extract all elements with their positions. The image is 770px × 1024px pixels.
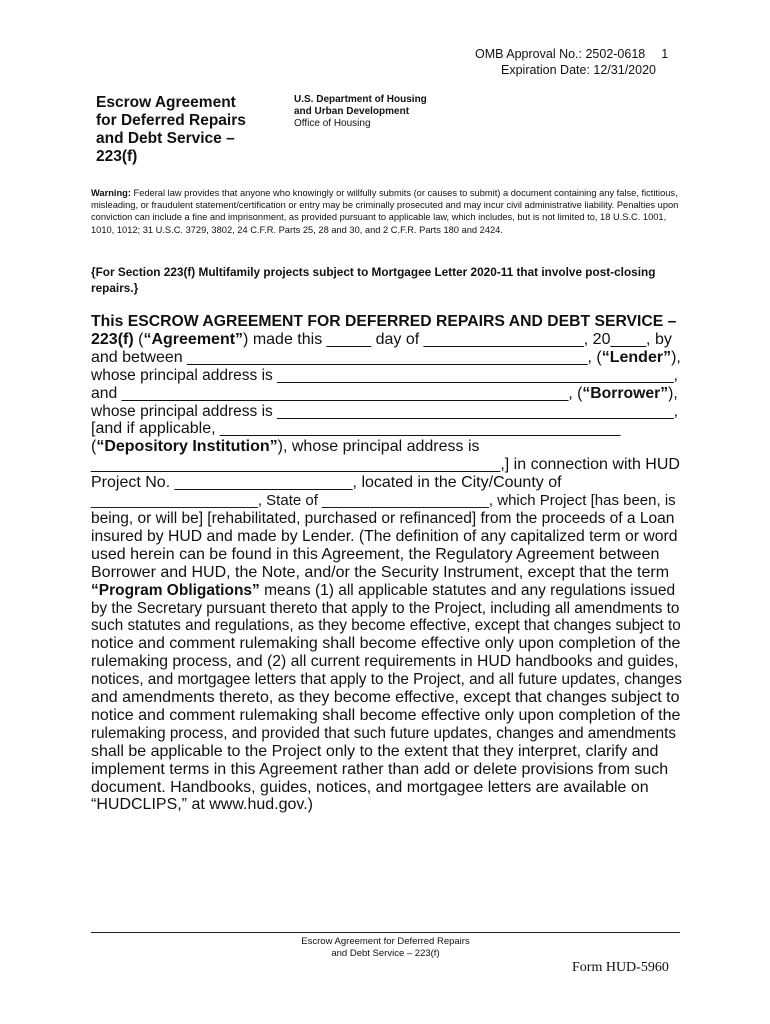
body-line: (“Depository Institution”), whose principal address is bbox=[91, 438, 480, 456]
body-line: by the Secretary pursuant thereto that apply to the Project, including all amendments to bbox=[91, 599, 680, 617]
body-line: [and if applicable, _____________________________________________ bbox=[91, 420, 621, 438]
body-line: document. Handbooks, guides, notices, and mortgagee letters are available on bbox=[91, 778, 649, 796]
body-line: whose principal address is ______________________________________________, bbox=[91, 402, 678, 420]
body-line: notices, and mortgagee letters that apply to the Project, and all future updates, changes bbox=[91, 671, 682, 689]
body-line: This ESCROW AGREEMENT FOR DEFERRED REPAIRS AND DEBT SERVICE – bbox=[91, 313, 677, 330]
body-line: and between _____________________________________________, (“Lender”), bbox=[91, 348, 681, 366]
page-number: 1 bbox=[661, 47, 669, 61]
agency-office: Office of Housing bbox=[294, 118, 371, 129]
expiration-date: Expiration Date: 12/31/2020 bbox=[501, 63, 656, 77]
warning-paragraph bbox=[91, 187, 681, 236]
footer-divider bbox=[91, 932, 680, 933]
warning-text: Federal law provides that anyone who knowingly or willfully submits (or causes to submit) a document containing any false, fictitious, misleading, or fraudulent statement/certification or entry may be criminally prosecuted and may incur civil administrative liability. Penalties upon conviction can include a fine and imprisonment, as provided pursuant to applicable law, which includes, but is not limited to, 18 U.S.C. 1001, 1010, 1012; 31 U.S.C. 3729, 3802, 24 C.F.R. Parts 25, 28 and 30, and 2 C.F.R. Parts 180 and 2424. bbox=[91, 188, 679, 235]
body-line: and ___________________________________________________, (“Borrower”), bbox=[91, 384, 678, 402]
body-line: notice and comment rulemaking shall become effective only upon completion of the bbox=[91, 635, 681, 653]
body-line: rulemaking process, and provided that such future updates, changes and amendments bbox=[91, 724, 676, 742]
body-line: Project No. ____________________, located in the City/County of bbox=[91, 474, 562, 492]
body-line: 223(f) (“Agreement”) made this _____ day of __________________, 20____, by bbox=[91, 330, 672, 348]
body-line: implement terms in this Agreement rather than add or delete provisions from such bbox=[91, 760, 669, 778]
body-line: rulemaking process, and (2) all current requirements in HUD handbooks and guides, bbox=[91, 653, 679, 671]
body-line: whose principal address is ______________________________________________, bbox=[91, 366, 678, 384]
agency-block bbox=[294, 94, 427, 130]
title-line: and Debt Service – bbox=[96, 130, 235, 147]
body-line: and amendments thereto, as they become effective, except that changes subject to bbox=[91, 689, 680, 707]
body-line: such statutes and regulations, as they become effective, except that changes subject to bbox=[91, 617, 681, 635]
omb-header bbox=[475, 46, 668, 78]
footer-line: Escrow Agreement for Deferred Repairs bbox=[301, 936, 470, 947]
title-line: for Deferred Repairs bbox=[96, 112, 246, 129]
body-line: Borrower and HUD, the Note, and/or the Security Instrument, except that the term bbox=[91, 563, 670, 581]
body-line: ____________________, State of ____________________, which Project [has been, is bbox=[91, 492, 676, 510]
body-line: notice and comment rulemaking shall become effective only upon completion of the bbox=[91, 706, 681, 724]
body-line: used herein can be found in this Agreement, the Regulatory Agreement between bbox=[91, 545, 660, 563]
agency-name: U.S. Department of Housing bbox=[294, 94, 427, 105]
footer-line: and Debt Service – 223(f) bbox=[331, 948, 440, 959]
body-line: “Program Obligations” means (1) all applicable statutes and any regulations issued bbox=[91, 581, 676, 599]
applicability-note: {For Section 223(f) Multifamily projects subject to Mortgagee Letter 2020-11 that involve post-closing repairs.} bbox=[91, 265, 656, 295]
form-number: Form HUD-5960 bbox=[572, 960, 669, 975]
term-lender: “Lender” bbox=[601, 348, 672, 366]
agreement-body bbox=[91, 313, 683, 814]
body-line: “HUDCLIPS,” at www.hud.gov.) bbox=[91, 796, 313, 814]
body-line: ______________________________________________,] in connection with HUD bbox=[91, 456, 680, 474]
agency-name-cont: and Urban Development bbox=[294, 106, 410, 117]
omb-approval: OMB Approval No.: 2502-0618 bbox=[475, 47, 646, 61]
title-line: 223(f) bbox=[96, 148, 138, 165]
footer-title bbox=[91, 936, 680, 960]
title-line: Escrow Agreement bbox=[96, 94, 236, 111]
term-borrower: “Borrower” bbox=[582, 384, 669, 402]
body-line: insured by HUD and made by Lender. (The definition of any capitalized term or word bbox=[91, 527, 678, 545]
term-program-obligations: “Program Obligations” bbox=[91, 581, 260, 599]
document-title bbox=[96, 94, 276, 166]
body-line: shall be applicable to the Project only to the extent that they interpret, clarify and bbox=[91, 742, 659, 760]
body-line: being, or will be] [rehabilitated, purchased or refinanced] from the proceeds of a Loan bbox=[91, 509, 675, 527]
term-agreement: “Agreement” bbox=[143, 330, 244, 348]
term-depository: “Depository Institution” bbox=[96, 438, 278, 456]
warning-label: Warning: bbox=[91, 188, 131, 198]
